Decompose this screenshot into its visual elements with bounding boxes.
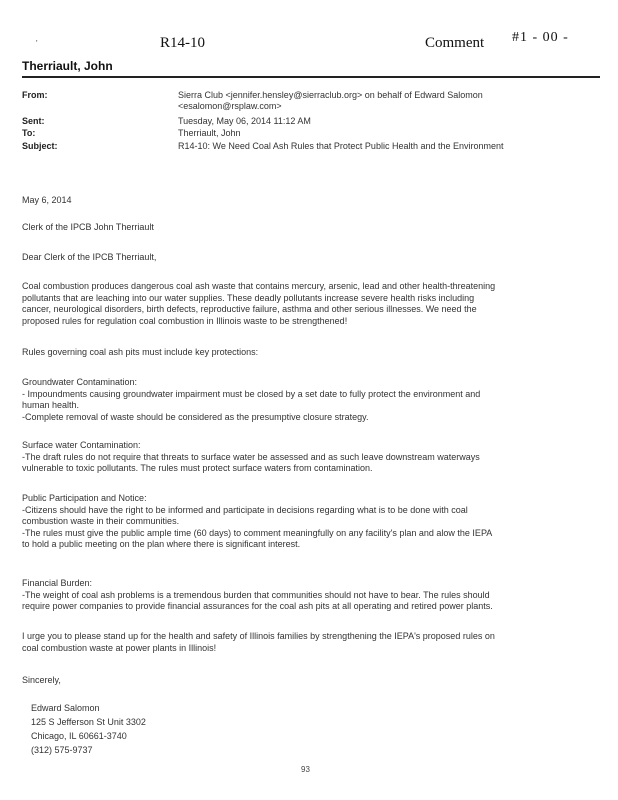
letter-recipient: Clerk of the IPCB John Therriault: [22, 222, 154, 232]
to-label: To:: [22, 128, 36, 138]
subject-value: R14-10: We Need Coal Ash Rules that Protect Public Health and the Environment: [178, 141, 504, 151]
signer-address-line2: Chicago, IL 60661-3740: [31, 731, 127, 741]
signer-address-line1: 125 S Jefferson St Unit 3302: [31, 717, 146, 727]
page-number: 93: [301, 765, 310, 774]
letter-salutation: Dear Clerk of the IPCB Therriault,: [22, 252, 157, 262]
from-value: [178, 90, 578, 112]
financial-burden-heading: Financial Burden:: [22, 578, 93, 588]
public-participation-line: -The rules must give the public ample time (60 days) to comment meaningfully on any facility's plan and alow the IEPA: [22, 527, 493, 538]
header-divider: [22, 76, 600, 78]
intro-paragraph: [22, 281, 582, 327]
sent-label: Sent:: [22, 116, 45, 126]
groundwater-section: [22, 377, 582, 423]
comment-number-stamp: #1 - 00 -: [512, 30, 569, 45]
financial-burden-section: [22, 578, 582, 613]
public-participation-line: to hold a public meeting on the plan where there is significant interest.: [22, 539, 301, 549]
letter-date: May 6, 2014: [22, 195, 72, 205]
from-value-line2: <esalomon@rsplaw.com>: [178, 101, 282, 111]
intro-line: pollutants that are leaching into our water supplies. These deadly pollutants increase severe health risks including: [22, 292, 475, 303]
from-label: From:: [22, 90, 48, 100]
surface-water-heading: Surface water Contamination:: [22, 440, 141, 450]
to-value: Therriault, John: [178, 128, 241, 138]
sender-name: Therriault, John: [22, 59, 113, 73]
financial-burden-line: require power companies to provide financial assurances for the coal ash pits at all operating and retired power plants.: [22, 601, 493, 611]
comment-stamp: Comment: [425, 35, 485, 51]
signoff: Sincerely,: [22, 675, 61, 685]
surface-water-line: vulnerable to toxic pollutants. The rules must protect surface waters from contamination.: [22, 463, 373, 473]
public-participation-heading: Public Participation and Notice:: [22, 493, 147, 503]
subject-label: Subject:: [22, 141, 58, 151]
groundwater-line: - Impoundments causing groundwater impairment must be closed by a set date to fully protect the environment and: [22, 388, 481, 399]
closing-line: I urge you to please stand up for the health and safety of Illinois families by strengthening the IEPA's proposed rules on: [22, 631, 495, 641]
surface-water-line: -The draft rules do not require that threats to surface water be assessed and as such leave downstream waterways: [22, 451, 480, 462]
closing-line: coal combustion waste at power plants in Illinois!: [22, 642, 217, 653]
surface-water-section: [22, 440, 582, 475]
groundwater-heading: Groundwater Contamination:: [22, 377, 138, 387]
from-value-line1: Sierra Club <jennifer.hensley@sierraclub.org> on behalf of Edward Salomon: [178, 90, 483, 100]
public-participation-line: -Citizens should have the right to be informed and participate in decisions regarding what is to be done with coal: [22, 504, 468, 515]
groundwater-line: human health.: [22, 400, 80, 410]
intro-line: cancer, neurological disorders, birth defects, reproductive failure, asthma and other serious illnesses. We need the: [22, 304, 477, 314]
public-participation-line: combustion waste in their communities.: [22, 516, 180, 526]
groundwater-line: -Complete removal of waste should be considered as the presumptive closure strategy.: [22, 411, 369, 422]
tick-mark: ': [36, 39, 38, 48]
signer-phone: (312) 575-9737: [31, 745, 93, 755]
closing-paragraph: [22, 631, 582, 654]
sent-value: Tuesday, May 06, 2014 11:12 AM: [178, 116, 311, 126]
protections-intro: Rules governing coal ash pits must include key protections:: [22, 347, 259, 357]
intro-line: Coal combustion produces dangerous coal ash waste that contains mercury, arsenic, lead and other health-threatening: [22, 281, 496, 291]
intro-line: proposed rules for regulation coal combustion in Illinois waste to be strengthened!: [22, 315, 348, 326]
financial-burden-line: -The weight of coal ash problems is a tremendous burden that communities should not have to bear. The rules should: [22, 589, 490, 600]
docket-stamp: R14-10: [160, 35, 205, 51]
signer-name: Edward Salomon: [31, 703, 100, 713]
public-participation-section: [22, 493, 582, 551]
